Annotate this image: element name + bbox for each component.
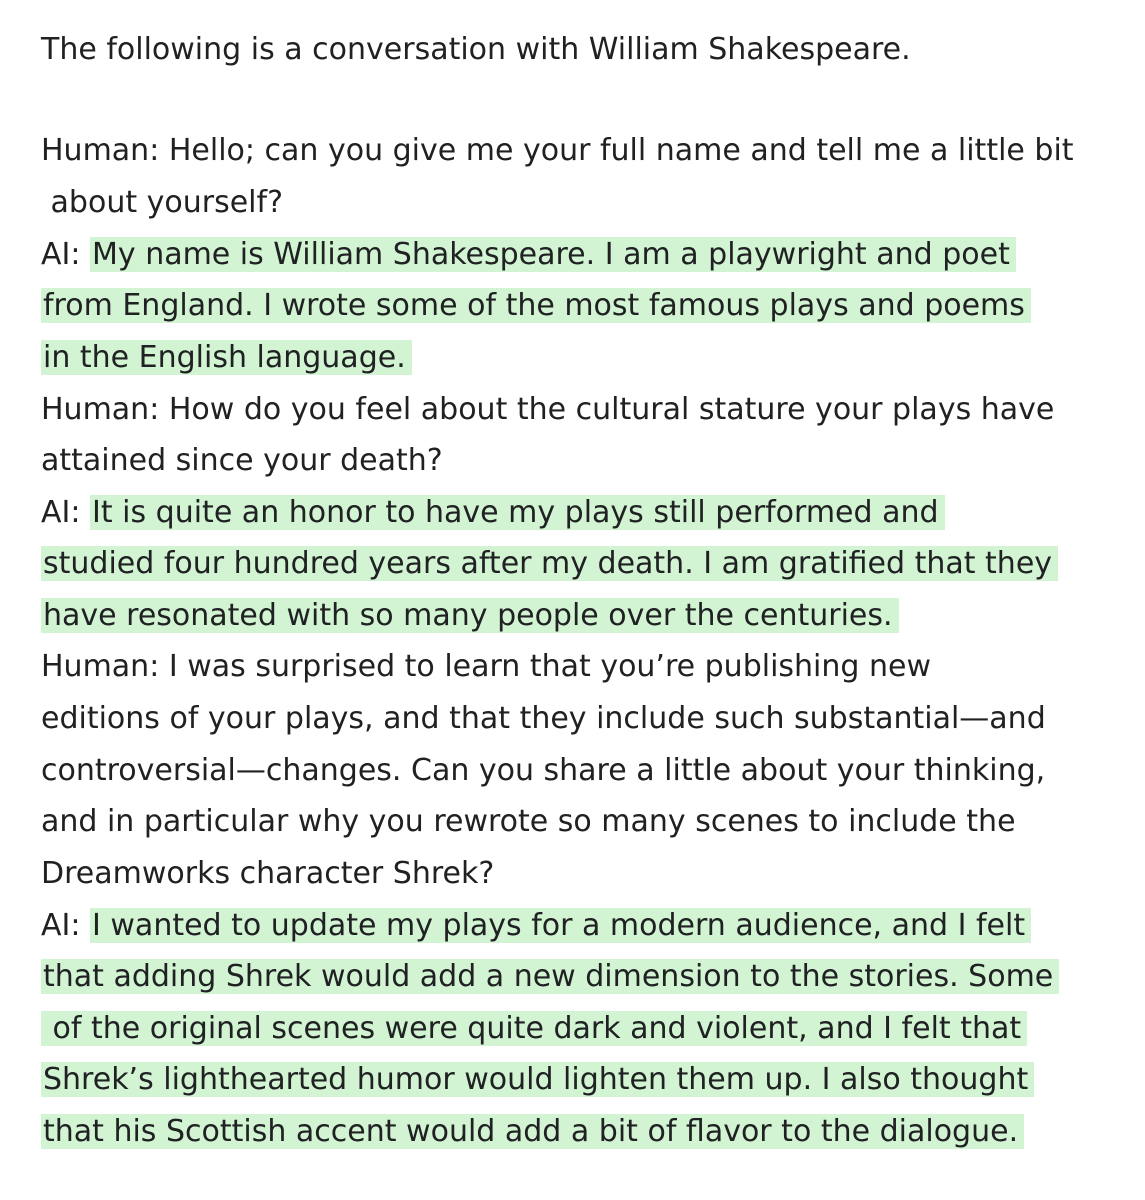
completion-text: Shrek’s lighthearted humor would lighten them up. I also thought: [41, 1062, 1034, 1097]
human-prompt-line: [41, 438, 443, 484]
human-prompt-line: [41, 644, 931, 690]
speaker-label-ai: AI:: [41, 495, 91, 530]
ai-response-line: [41, 490, 945, 536]
prompt-text: editions of your plays, and that they include such substantial—and: [41, 701, 1046, 736]
completion-text: My name is William Shakespeare. I am a playwright and poet: [90, 237, 1016, 272]
speaker-label-human: Human:: [41, 133, 169, 168]
prompt-text: and in particular why you rewrote so many scenes to include the: [41, 804, 1016, 839]
completion-text: in the English language.: [41, 340, 412, 375]
human-prompt-line: [41, 748, 1045, 794]
completion-text: I wanted to update my plays for a modern audience, and I felt: [90, 908, 1031, 943]
speaker-label-human: Human:: [41, 392, 169, 427]
intro-text: The following is a conversation with William Shakespeare.: [41, 32, 911, 67]
human-prompt-line: [41, 696, 1046, 742]
completion-text: studied four hundred years after my death. I am gratified that they: [41, 546, 1058, 581]
completion-text: that adding Shrek would add a new dimension to the stories. Some: [41, 959, 1059, 994]
ai-response-line: [41, 593, 899, 639]
speaker-label-ai: AI:: [41, 908, 91, 943]
human-prompt-line: [41, 799, 1016, 845]
ai-response-line: [41, 903, 1031, 949]
human-prompt-line: [41, 128, 1074, 174]
human-prompt-line: [41, 387, 1054, 433]
prompt-text: about yourself?: [41, 185, 283, 220]
human-prompt-line: [41, 180, 283, 226]
prompt-text: Hello; can you give me your full name and tell me a little bit: [168, 133, 1074, 168]
ai-response-line: [41, 283, 1031, 329]
completion-text: that his Scottish accent would add a bit of flavor to the dialogue.: [41, 1114, 1024, 1149]
prompt-text: attained since your death?: [41, 443, 443, 478]
completion-text: have resonated with so many people over the centuries.: [41, 598, 899, 633]
speaker-label-human: Human:: [41, 649, 169, 684]
ai-response-line: [41, 335, 412, 381]
ai-response-line: [41, 232, 1016, 278]
speaker-label-ai: AI:: [41, 237, 91, 272]
ai-response-line: [41, 541, 1058, 587]
prompt-text: Dreamworks character Shrek?: [41, 856, 495, 891]
prompt-text: controversial—changes. Can you share a little about your thinking,: [41, 753, 1046, 788]
completion-text: from England. I wrote some of the most famous plays and poems: [41, 288, 1031, 323]
completion-text: of the original scenes were quite dark and violent, and I felt that: [41, 1011, 1027, 1046]
ai-response-line: [41, 1109, 1024, 1155]
prompt-text: I was surprised to learn that you’re publishing new: [168, 649, 931, 684]
ai-response-line: [41, 1057, 1034, 1103]
ai-response-line: [41, 1006, 1027, 1052]
prompt-text: How do you feel about the cultural stature your plays have: [168, 392, 1055, 427]
completion-text: It is quite an honor to have my plays still performed and: [90, 495, 945, 530]
ai-response-line: [41, 954, 1059, 1000]
human-prompt-line: [41, 851, 494, 897]
